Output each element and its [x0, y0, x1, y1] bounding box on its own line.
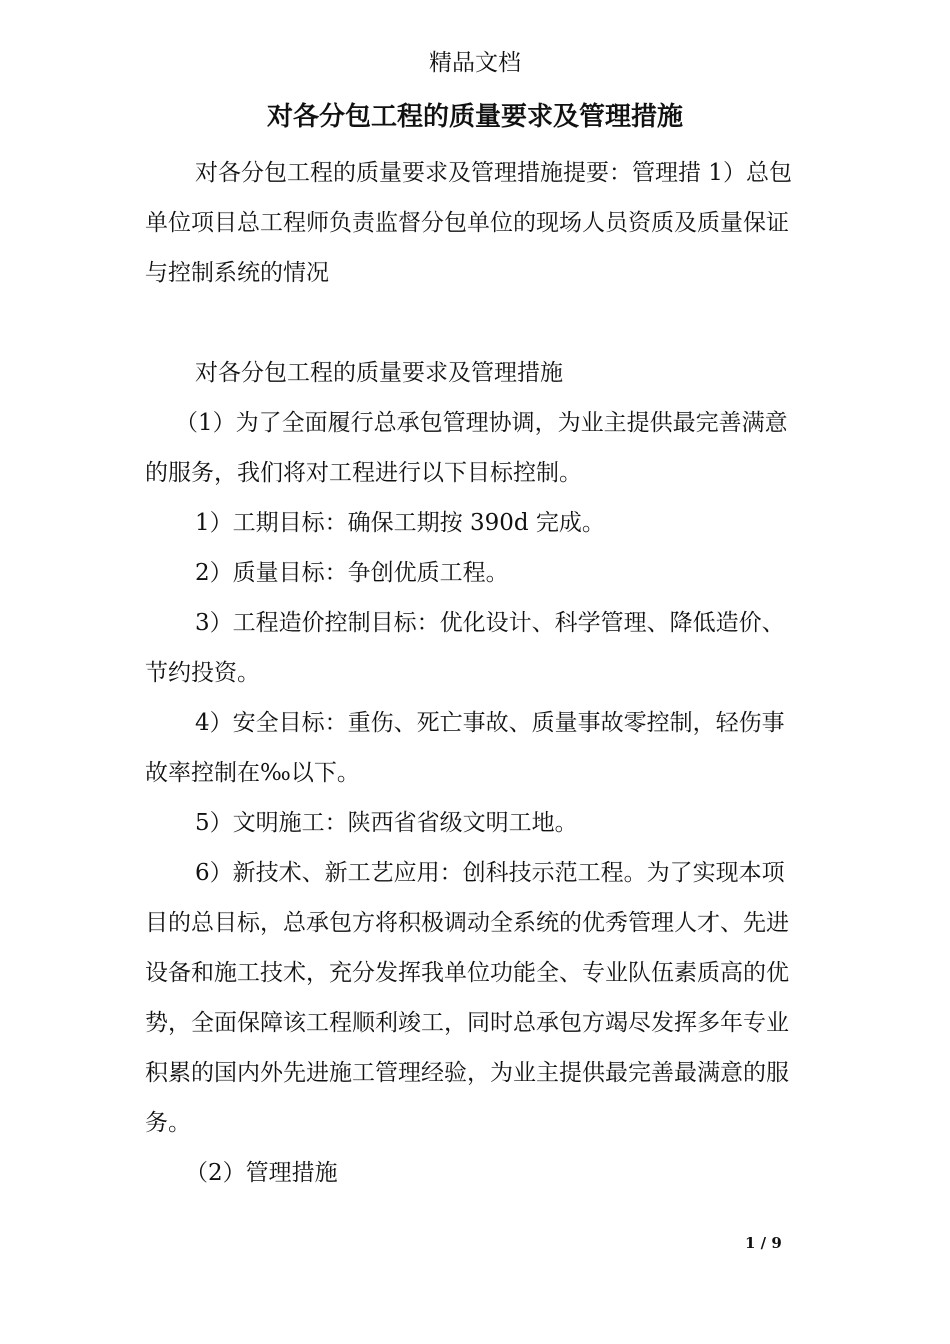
goal-safety: 4）安全目标：重伤、死亡事故、质量事故零控制，轻伤事故率控制在‰以下。 — [145, 710, 785, 786]
goal-new-technology: 6）新技术、新工艺应用：创科技示范工程。为了实现本项目的总目标，总承包方将积极调动全系统的优秀管理人才、先进设备和施工技术，充分发挥我单位功能全、专业队伍素质高的优势，全面保障该工程顺利竣工，同时总承包方竭尽发挥多年专业积累的国内外先进施工管理经验，为业主提供最完善最满意的服务。 — [145, 860, 789, 1136]
paragraph-item-1: （1）为了全面履行总承包管理协调，为业主提供最完善满意的服务，我们将对工程进行以下目标控制。 — [145, 410, 788, 486]
paragraph-item-2: （2）管理措施 — [185, 1160, 338, 1186]
goal-cost: 3）工程造价控制目标：优化设计、科学管理、降低造价、节约投资。 — [145, 610, 785, 686]
document-body — [145, 148, 805, 1198]
section-heading: 对各分包工程的质量要求及管理措施 — [195, 360, 563, 386]
goal-civilized-construction: 5）文明施工：陕西省省级文明工地。 — [195, 810, 578, 836]
page-number: 1 / 9 — [745, 1234, 782, 1252]
page-header: 精品文档 — [429, 50, 521, 76]
summary-paragraph: 对各分包工程的质量要求及管理措施提要：管理措 1）总包单位项目总工程师负责监督分包单位的现场人员资质及质量保证与控制系统的情况 — [145, 160, 792, 286]
goal-schedule: 1）工期目标：确保工期按 390d 完成。 — [195, 510, 605, 536]
document-title: 对各分包工程的质量要求及管理措施 — [266, 102, 683, 132]
goal-quality: 2）质量目标：争创优质工程。 — [195, 560, 509, 586]
